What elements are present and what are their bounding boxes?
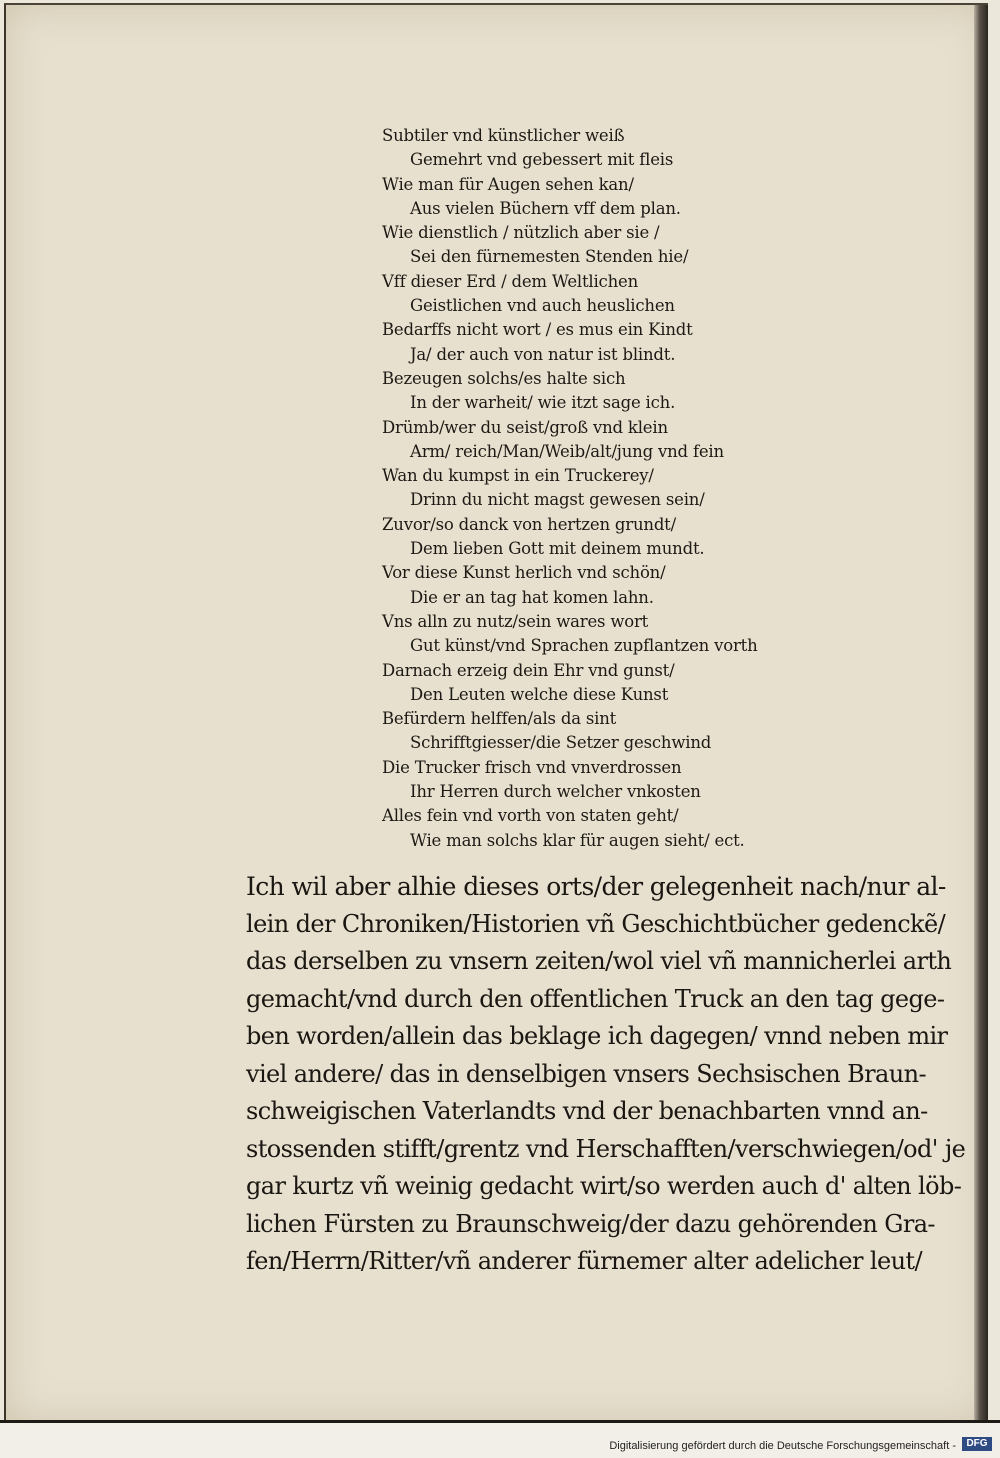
verse-line: Gut künst/vnd Sprachen zupflantzen vorth [410,636,758,656]
verse-line: Ihr Herren durch welcher vnkosten [410,782,701,802]
prose-line: lein der Chroniken/Historien vñ Geschichtbücher gedenckẽ/ [246,909,946,938]
footer-credit: Digitalisierung gefördert durch die Deutsche Forschungsgemeinschaft - [609,1440,956,1452]
verse-line: Schrifftgiesser/die Setzer geschwind [410,733,712,753]
verse-line: Wie dienstlich / nützlich aber sie / [382,223,660,243]
verse-line: Drinn du nicht magst gewesen sein/ [410,490,705,510]
prose-line: gar kurtz vñ weinig gedacht wirt/so werden auch d' alten löb- [246,1172,962,1200]
verse-line: Aus vielen Büchern vff dem plan. [410,198,681,218]
dfg-logo: DFG [962,1437,992,1451]
verse-line: Die er an tag hat komen lahn. [410,587,654,607]
page-edge-shadow [974,5,988,1425]
prose-line: gemacht/vnd durch den offentlichen Truck an den tag gege- [246,984,945,1013]
verse-line: Zuvor/so danck von hertzen grundt/ [382,514,676,534]
verse-line: Darnach erzeig dein Ehr vnd gunst/ [382,660,675,680]
verse-line: Drümb/wer du seist/groß vnd klein [382,417,668,437]
verse-line: Vor diese Kunst herlich vnd schön/ [382,563,666,583]
verse-line: Vff dieser Erd / dem Weltlichen [382,271,639,291]
prose-line: lichen Fürsten zu Braunschweig/der dazu gehörenden Gra- [246,1209,935,1238]
verse-line: Die Trucker frisch vnd vnverdrossen [382,757,682,777]
prose-line: das derselben zu vnsern zeiten/wol viel vñ mannicherlei arth [246,947,952,975]
prose-block [246,868,966,1281]
footer-band [0,1420,1000,1458]
verse-line: Gemehrt vnd gebessert mit fleis [410,150,674,170]
verse-line: Ja/ der auch von natur ist blindt. [410,344,676,364]
prose-line: schweigischen Vaterlandts vnd der benachbarten vnnd an- [246,1097,928,1125]
prose-line: Ich wil aber alhie dieses orts/der gelegenheit nach/nur al- [246,872,946,901]
prose-line: stossenden stifft/grentz vnd Herschafften/verschwiegen/od' je [246,1134,966,1163]
prose-line: fen/Herrn/Ritter/vñ anderer fürnemer alter adelicher leut/ [246,1247,922,1275]
prose-line: ben worden/allein das beklage ich dagegen/ vnnd neben mir [246,1022,948,1050]
verse-line: Befürdern helffen/als da sint [382,709,617,729]
verse-line: In der warheit/ wie itzt sage ich. [410,393,676,413]
verse-line: Arm/ reich/Man/Weib/alt/jung vnd fein [410,441,724,461]
verse-line: Den Leuten welche diese Kunst [410,684,669,704]
verse-line: Wie man solchs klar für augen sieht/ ect. [410,830,745,850]
verse-line: Bezeugen solchs/es halte sich [382,368,626,388]
verse-line: Bedarffs nicht wort / es mus ein Kindt [382,320,693,340]
verse-line: Alles fein vnd vorth von staten geht/ [382,806,679,826]
verse-line: Wie man für Augen sehen kan/ [382,174,634,194]
verse-line: Geistlichen vnd auch heuslichen [410,296,675,316]
verse-line: Vns alln zu nutz/sein wares wort [382,611,649,631]
verse-line: Dem lieben Gott mit deinem mundt. [410,539,705,559]
verse-line: Wan du kumpst in ein Truckerey/ [382,466,654,486]
verse-line: Subtiler vnd künstlicher weiß [382,126,625,145]
verse-line: Sei den fürnemesten Stenden hie/ [410,247,689,267]
prose-line: viel andere/ das in denselbigen vnsers Sechsischen Braun- [246,1059,926,1088]
verse-block [382,124,852,853]
